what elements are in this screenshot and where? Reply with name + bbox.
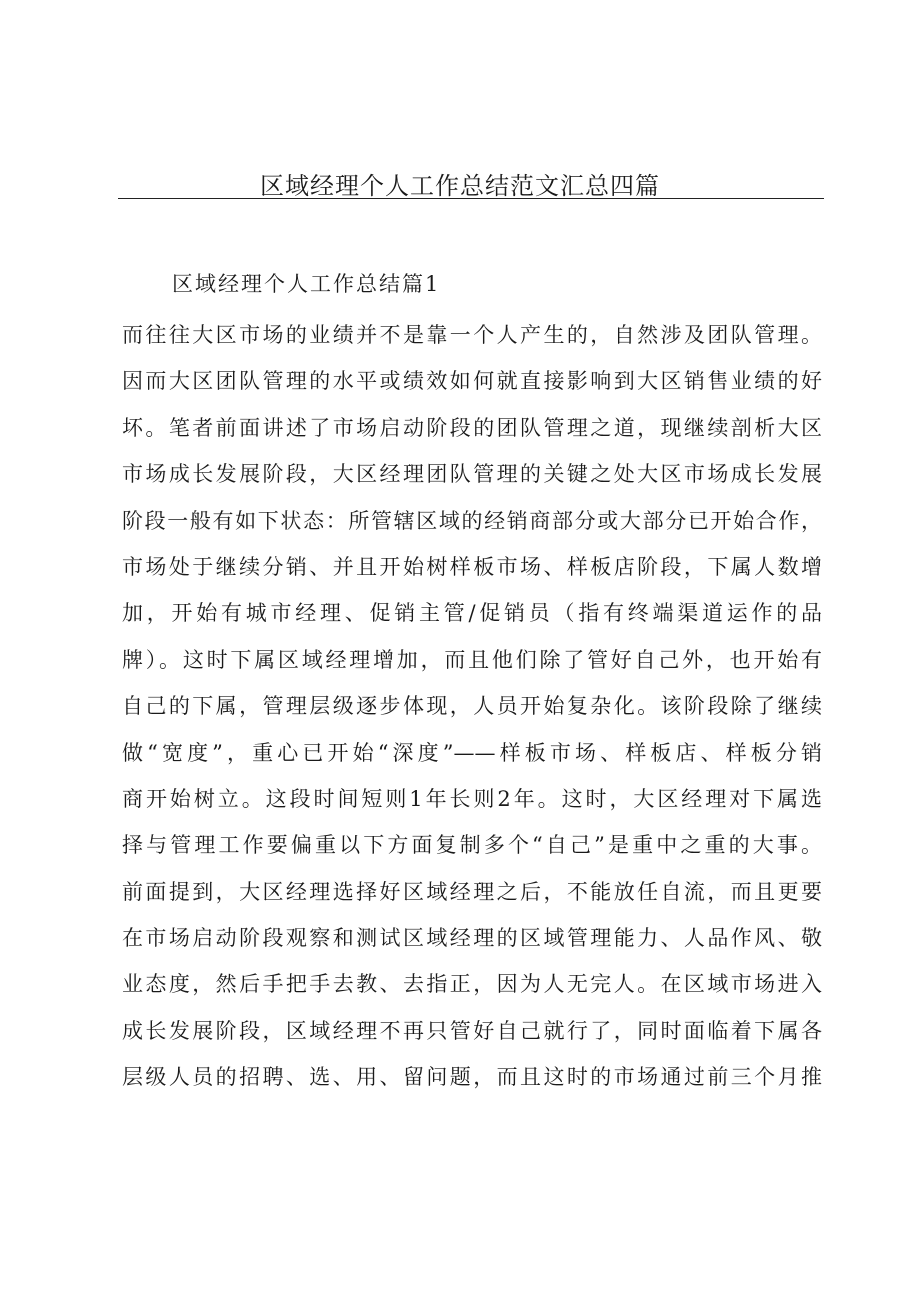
body-line: 成长发展阶段，区域经理不再只管好自己就行了，同时面临着下属各	[122, 1018, 822, 1043]
body-line: 因而大区团队管理的水平或绩效如何就直接影响到大区销售业绩的好	[122, 369, 822, 394]
body-line: 商开始树立。这段时间短则1年长则2年。这时，大区经理对下属选	[122, 786, 822, 811]
body-line: 阶段一般有如下状态：所管辖区域的经销商部分或大部分已开始合作，	[122, 508, 822, 533]
body-line: 牌）。这时下属区域经理增加，而且他们除了管好自己外，也开始有	[122, 647, 822, 672]
body-line: 而往往大区市场的业绩并不是靠一个人产生的，自然涉及团队管理。	[122, 323, 822, 347]
body-line: 自己的下属，管理层级逐步体现，人员开始复杂化。该阶段除了继续	[122, 694, 822, 719]
body-line: 层级人员的招聘、选、用、留问题，而且这时的市场通过前三个月推	[122, 1065, 822, 1090]
body-line: 前面提到，大区经理选择好区域经理之后，不能放任自流，而且更要	[122, 879, 822, 904]
body-line: 坏。笔者前面讲述了市场启动阶段的团队管理之道，现继续剖析大区	[122, 415, 822, 440]
document-title: 区域经理个人工作总结范文汇总四篇	[260, 172, 660, 200]
body-text	[122, 312, 822, 1101]
body-line: 加，开始有城市经理、促销主管/促销员（指有终端渠道运作的品	[122, 601, 822, 626]
section-heading: 区域经理个人工作总结篇1	[172, 272, 441, 296]
body-line: 市场成长发展阶段，大区经理团队管理的关键之处大区市场成长发展	[122, 462, 822, 487]
body-line: 业态度，然后手把手去教、去指正，因为人无完人。在区域市场进入	[122, 972, 822, 997]
body-line: 在市场启动阶段观察和测试区域经理的区域管理能力、人品作风、敬	[122, 926, 822, 951]
body-line: 择与管理工作要偏重以下方面复制多个“自己”是重中之重的大事。	[122, 833, 822, 858]
title-underline	[118, 198, 824, 199]
body-line: 市场处于继续分销、并且开始树样板市场、样板店阶段，下属人数增	[122, 554, 822, 579]
body-line: 做“宽度”，重心已开始“深度”——样板市场、样板店、样板分销	[122, 740, 822, 765]
